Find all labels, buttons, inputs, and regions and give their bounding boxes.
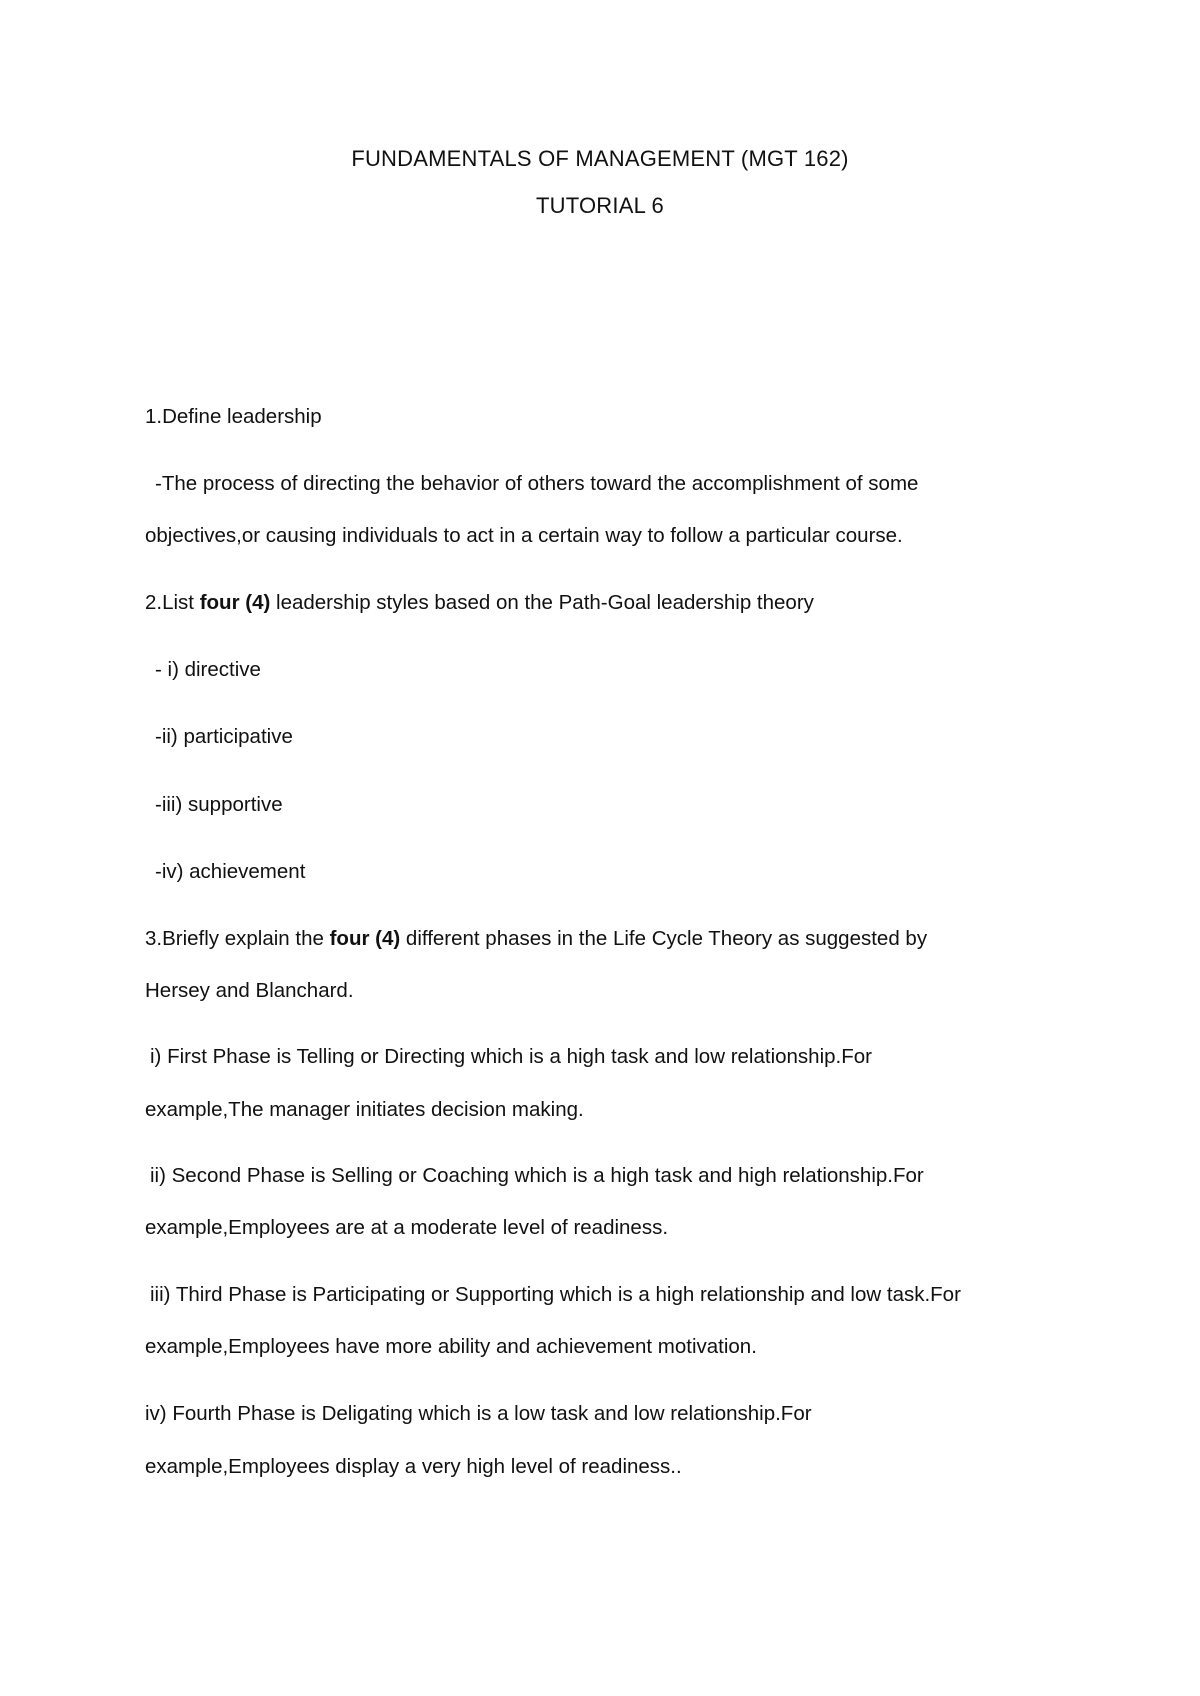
phase-3-line-1: iii) Third Phase is Participating or Supporting which is a high relationship and low task.For: [150, 1283, 961, 1306]
question-3-prefix: 3.Briefly explain the: [145, 927, 330, 950]
question-3-line-2: Hersey and Blanchard.: [145, 979, 354, 1002]
question-1: 1.Define leadership: [145, 405, 322, 428]
answer-2-item: -iii) supportive: [155, 793, 283, 816]
answer-2-item: -iv) achievement: [155, 860, 306, 883]
phase-3-line-2: example,Employees have more ability and achievement motivation.: [145, 1335, 757, 1358]
phase-1-line-1: i) First Phase is Telling or Directing which is a high task and low relationship.For: [150, 1045, 872, 1068]
phase-2-line-1: ii) Second Phase is Selling or Coaching which is a high task and high relationship.For: [150, 1164, 924, 1187]
course-title: FUNDAMENTALS OF MANAGEMENT (MGT 162): [351, 146, 849, 171]
question-2-bold: four (4): [199, 591, 271, 614]
phase-4-line-1: iv) Fourth Phase is Deligating which is a low task and low relationship.For: [145, 1402, 812, 1425]
phase-1-line-2: example,The manager initiates decision making.: [145, 1098, 584, 1121]
question-2: [145, 590, 1075, 616]
question-2-suffix: leadership styles based on the Path-Goal leadership theory: [270, 591, 814, 614]
question-2-prefix: 2.List: [145, 591, 200, 614]
question-3-suffix: different phases in the Life Cycle Theory as suggested by: [400, 927, 928, 950]
question-3: [145, 926, 1075, 952]
tutorial-title: TUTORIAL 6: [536, 193, 664, 218]
phase-2-line-2: example,Employees are at a moderate level of readiness.: [145, 1216, 669, 1239]
question-3-bold: four (4): [329, 927, 401, 950]
answer-2-item: -ii) participative: [155, 725, 293, 748]
answer-1-line-2: objectives,or causing individuals to act in a certain way to follow a particular course.: [145, 524, 903, 547]
phase-4-line-2: example,Employees display a very high level of readiness..: [145, 1455, 682, 1478]
answer-1-line-1: -The process of directing the behavior of others toward the accomplishment of some: [155, 472, 919, 495]
answer-2-item: - i) directive: [155, 658, 261, 681]
